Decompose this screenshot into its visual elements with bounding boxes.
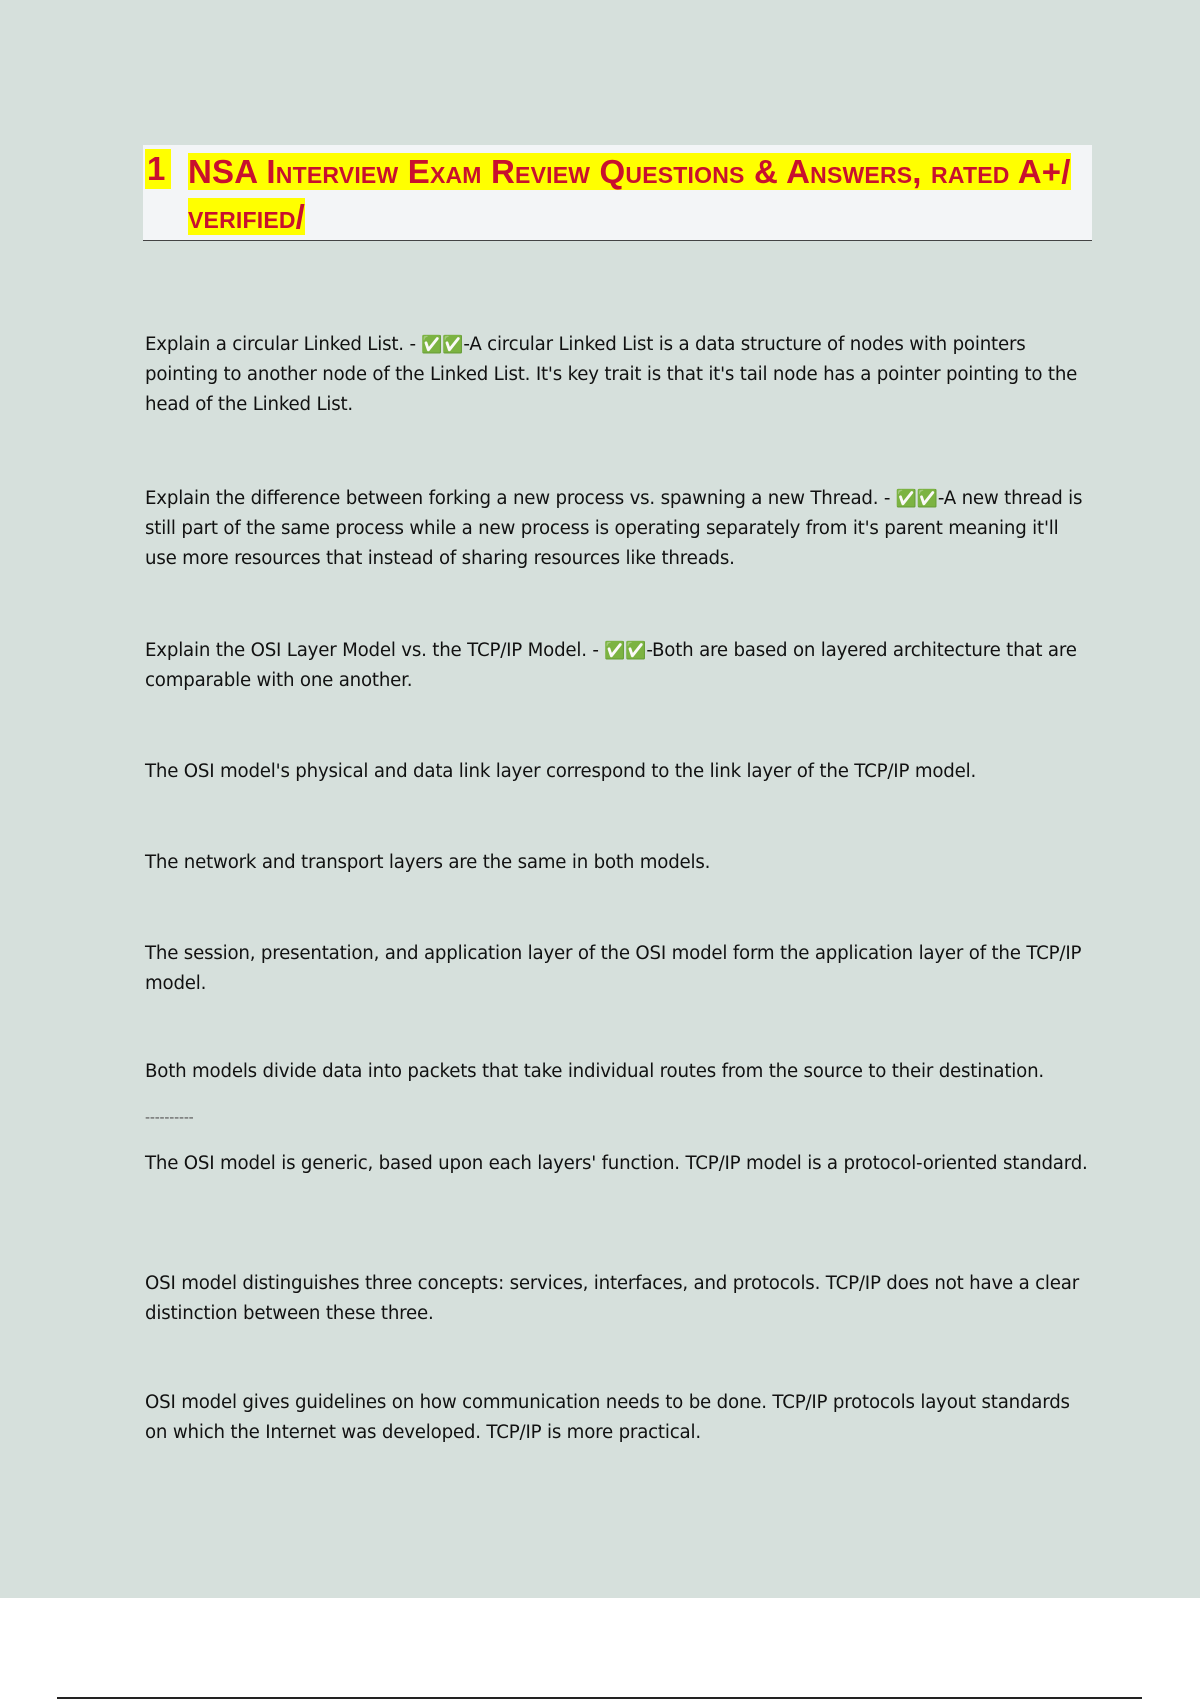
paragraph [145,1103,1090,1133]
paragraph-text: The network and transport layers are the same in both models. [145,852,711,873]
paragraph [145,1149,1090,1179]
paragraph [145,1057,1090,1087]
double-check-icon: ✅✅ [895,489,938,509]
paragraph [145,939,1090,999]
paragraph [145,330,1090,420]
paragraph-text: The session, presentation, and application layer of the OSI model form the application layer of the TCP/IP model. [145,943,1082,994]
page-title [188,149,1078,239]
paragraph [145,1388,1090,1448]
paragraph-text: Explain the OSI Layer Model vs. the TCP/IP Model. - [145,640,605,661]
paragraph-text: OSI model distinguishes three concepts: services, interfaces, and protocols. TCP/IP does not have a clear distinction between these three. [145,1273,1079,1324]
paragraph-text: Both models divide data into packets that take individual routes from the source to their destination. [145,1061,1044,1082]
paragraph [145,757,1090,787]
paragraph-text: ---------- [145,1110,194,1126]
paragraph [145,484,1090,574]
paragraph-text: The OSI model is generic, based upon each layers' function. TCP/IP model is a protocol-oriented standard. [145,1153,1088,1174]
footer-divider [57,1697,1142,1699]
paragraph [145,1269,1090,1329]
answer-text: -A circular Linked List is a data structure of nodes with pointers pointing to another node of the Linked List. It's key trait is that it's tail node has a pointer pointing to the head of the Linked List. [145,334,1078,415]
paragraph-text: The OSI model's physical and data link layer correspond to the link layer of the TCP/IP model. [145,761,977,782]
paragraph-text: Explain a circular Linked List. - [145,334,422,355]
answer-text: -Both are based on layered architecture that are comparable with one another. [145,640,1077,691]
double-check-icon: ✅✅ [421,335,464,355]
paragraph [145,848,1090,878]
heading-number: 1 [145,149,171,189]
answer-text: -A new thread is still part of the same process while a new process is operating separately from it's parent meaning it'll use more resources that instead of sharing resources like threads. [145,488,1083,569]
paragraph [145,636,1090,696]
paragraph-text: Explain the difference between forking a new process vs. spawning a new Thread. - [145,488,896,509]
page-title-text: NSA Interview Exam Review Questions & Answers, rated A+/ verified/ [188,153,1071,235]
double-check-icon: ✅✅ [604,641,647,661]
title-block [143,145,1092,241]
paragraph-text: OSI model gives guidelines on how communication needs to be done. TCP/IP protocols layout standards on which the Internet was developed. TCP/IP is more practical. [145,1392,1070,1443]
